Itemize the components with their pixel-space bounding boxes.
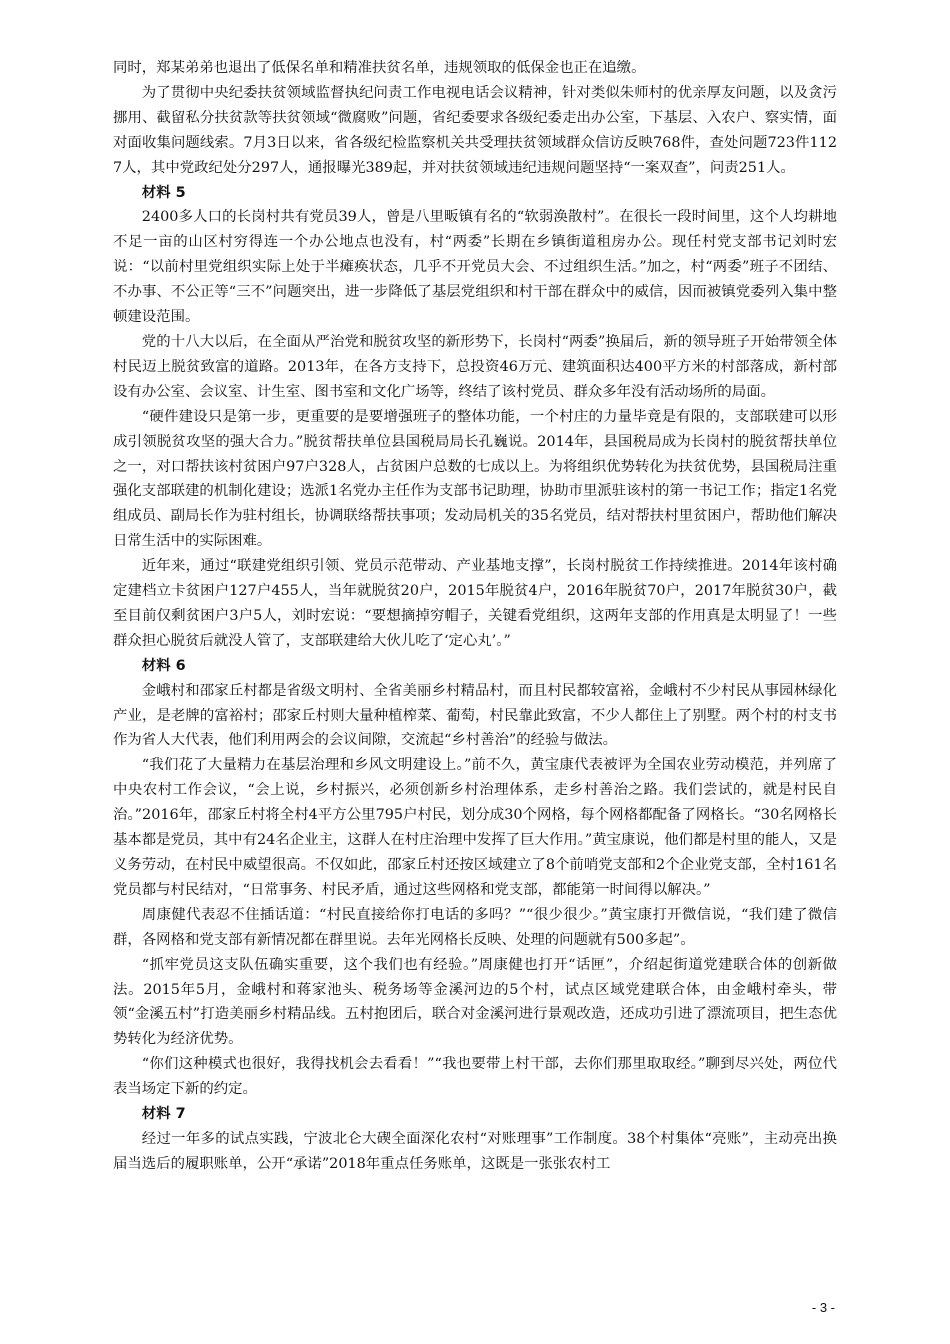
paragraph: 经过一年多的试点实践，宁波北仑大碶全面深化农村“对账理事”工作制度。38个村集体“亮账”，主动亮出换届当选后的履职账单，公开“承诺”2018年重点任务账单，这既是一张张农村工 — [113, 1130, 837, 1172]
paragraph: 为了贯彻中央纪委扶贫领域监督执纪问责工作电视电话会议精神，针对类似朱师村的优亲厚友问题，以及贪污挪用、截留私分扶贫款等扶贫领域“微腐败”问题，省纪委要求各级纪委走出办公室，下基层、入农户、察实情，面对面收集问题线索。7月3日以来，省各级纪检监察机关共受理扶贫领域群众信访反映768件，查处问题723件1127人，其中党政纪处分297人，通报曝光389起，并对扶贫领域违纪违规问题坚持“一案双查”，问责251人。 — [113, 84, 837, 176]
intro-block — [113, 56, 837, 181]
paragraph: “抓牢党员这支队伍确实重要，这个我们也有经验。”周康健也打开“话匣”，介绍起街道党建联合体的创新做法。2015年5月，金峨村和蒋家池头、税务场等金溪河边的5个村，试点区域党建联合体，由金峨村牵头，带领“金溪五村”打造美丽乡村精品线。五村抱团后，联合对金溪河进行景观改造，还成功引进了漂流项目，把生态优势转化为经济优势。 — [113, 956, 837, 1048]
paragraph: 党的十八大以后，在全面从严治党和脱贫攻坚的新形势下，长岗村“两委”换届后，新的领导班子开始带领全体村民迈上脱贫致富的道路。2013年，在各方支持下，总投资46万元、建筑面积达400平方米的村部落成，新村部设有办公室、会议室、计生室、图书室和文化广场等，终结了该村党员、群众多年没有活动场所的局面。 — [113, 333, 837, 400]
paragraph: 金峨村和邵家丘村都是省级文明村、全省美丽乡村精品村，而且村民都较富裕，金峨村不少村民从事园林绿化产业，是老牌的富裕村；邵家丘村则大量种植榨菜、葡萄，村民靠此致富，不少人都住上了别墅。两个村的村支书作为省人大代表，他们利用两会的会议间隙，交流起“乡村善治”的经验与做法。 — [113, 682, 837, 749]
paragraph: “你们这种模式也很好，我得找机会去看看！”“我也要带上村干部，去你们那里取取经。”聊到尽兴处，两位代表当场定下新的约定。 — [113, 1056, 837, 1098]
paragraph: “我们花了大量精力在基层治理和乡风文明建设上。”前不久，黄宝康代表被评为全国农业劳动模范，并列席了中央农村工作会议，“会上说，乡村振兴，必须创新乡村治理体系，走乡村善治之路。我们尝试的，就是村民自治。”2016年，邵家丘村将全村4平方公里795户村民，划分成30个网格，每个网格都配备了网格长。“30名网格长基本都是党员，其中有24名企业主，这群人在村庄治理中发挥了巨大作用。”黄宝康说，他们都是村里的能人，又是义务劳动，在村民中威望很高。不仅如此，邵家丘村还按区域建立了8个前哨党支部和2个企业党支部，全村161名党员都与村民结对，“日常事务、村民矛盾，通过这些网格和党支部，都能第一时间得以解决。” — [113, 757, 837, 898]
paragraph: 同时，郑某弟弟也退出了低保名单和精准扶贫名单，违规领取的低保金也正在追缴。 — [113, 60, 646, 76]
paragraph: 周康健代表忍不住插话道：“村民直接给你打电话的多吗？”“很少很少。”黄宝康打开微信说，“我们建了微信群，各网格和党支部有新情况都在群里说。去年光网格长反映、处理的问题就有500多起”。 — [113, 906, 837, 948]
paragraph: 2400多人口的长岗村共有党员39人，曾是八里畈镇有名的“软弱涣散村”。在很长一段时间里，这个人均耕地不足一亩的山区村穷得连一个办公地点也没有，村“两委”长期在乡镇街道租房办公。现任村党支部书记刘时宏说：“以前村里党组织实际上处于半瘫痪状态，几乎不开党员大会、不过组织生活。”加之，村“两委”班子不团结、不办事、不公正等“三不”问题突出，进一步降低了基层党组织和村干部在群众中的威信，因而被镇党委列入集中整顿建设范围。 — [113, 209, 837, 326]
paragraph: 近年来，通过“联建党组织引领、党员示范带动、产业基地支撑”，长岗村脱贫工作持续推进。2014年该村确定建档立卡贫困户127户455人，当年就脱贫20户，2015年脱贫4户，2016年脱贫70户，2017年脱贫30户，截至目前仅剩贫困户3户5人，刘时宏说：“要想摘掉穷帽子，关键看党组织，这两年支部的作用真是太明显了！一些群众担心脱贫后就没人管了，支部联建给大伙儿吃了‘定心丸’。” — [113, 558, 837, 649]
section-material-5 — [113, 181, 837, 654]
section-heading: 材料 5 — [141, 184, 186, 201]
paragraph: “硬件建设只是第一步，更重要的是要增强班子的整体功能，一个村庄的力量毕竟是有限的，支部联建可以形成引领脱贫攻坚的强大合力。”脱贫帮扶单位县国税局局长孔巍说。2014年，县国税局成为长岗村的脱贫帮扶单位之一，对口帮扶该村贫困户97户328人，占贫困户总数的七成以上。为将组织优势转化为扶贫优势，县国税局注重强化支部联建的机制化建设；选派1名党办主任作为支部书记助理，协助市里派驻该村的第一书记工作；指定1名党组成员、副局长作为驻村组长，协调联络帮扶事项；发动局机关的35名党员，结对帮扶村里贫困户，帮助他们解决日常生活中的实际困难。 — [113, 408, 837, 550]
section-material-7 — [113, 1102, 837, 1177]
section-material-6 — [113, 654, 837, 1102]
page-number: - 3 - — [811, 1300, 835, 1315]
section-heading: 材料 7 — [141, 1106, 186, 1123]
section-heading: 材料 6 — [141, 657, 186, 674]
